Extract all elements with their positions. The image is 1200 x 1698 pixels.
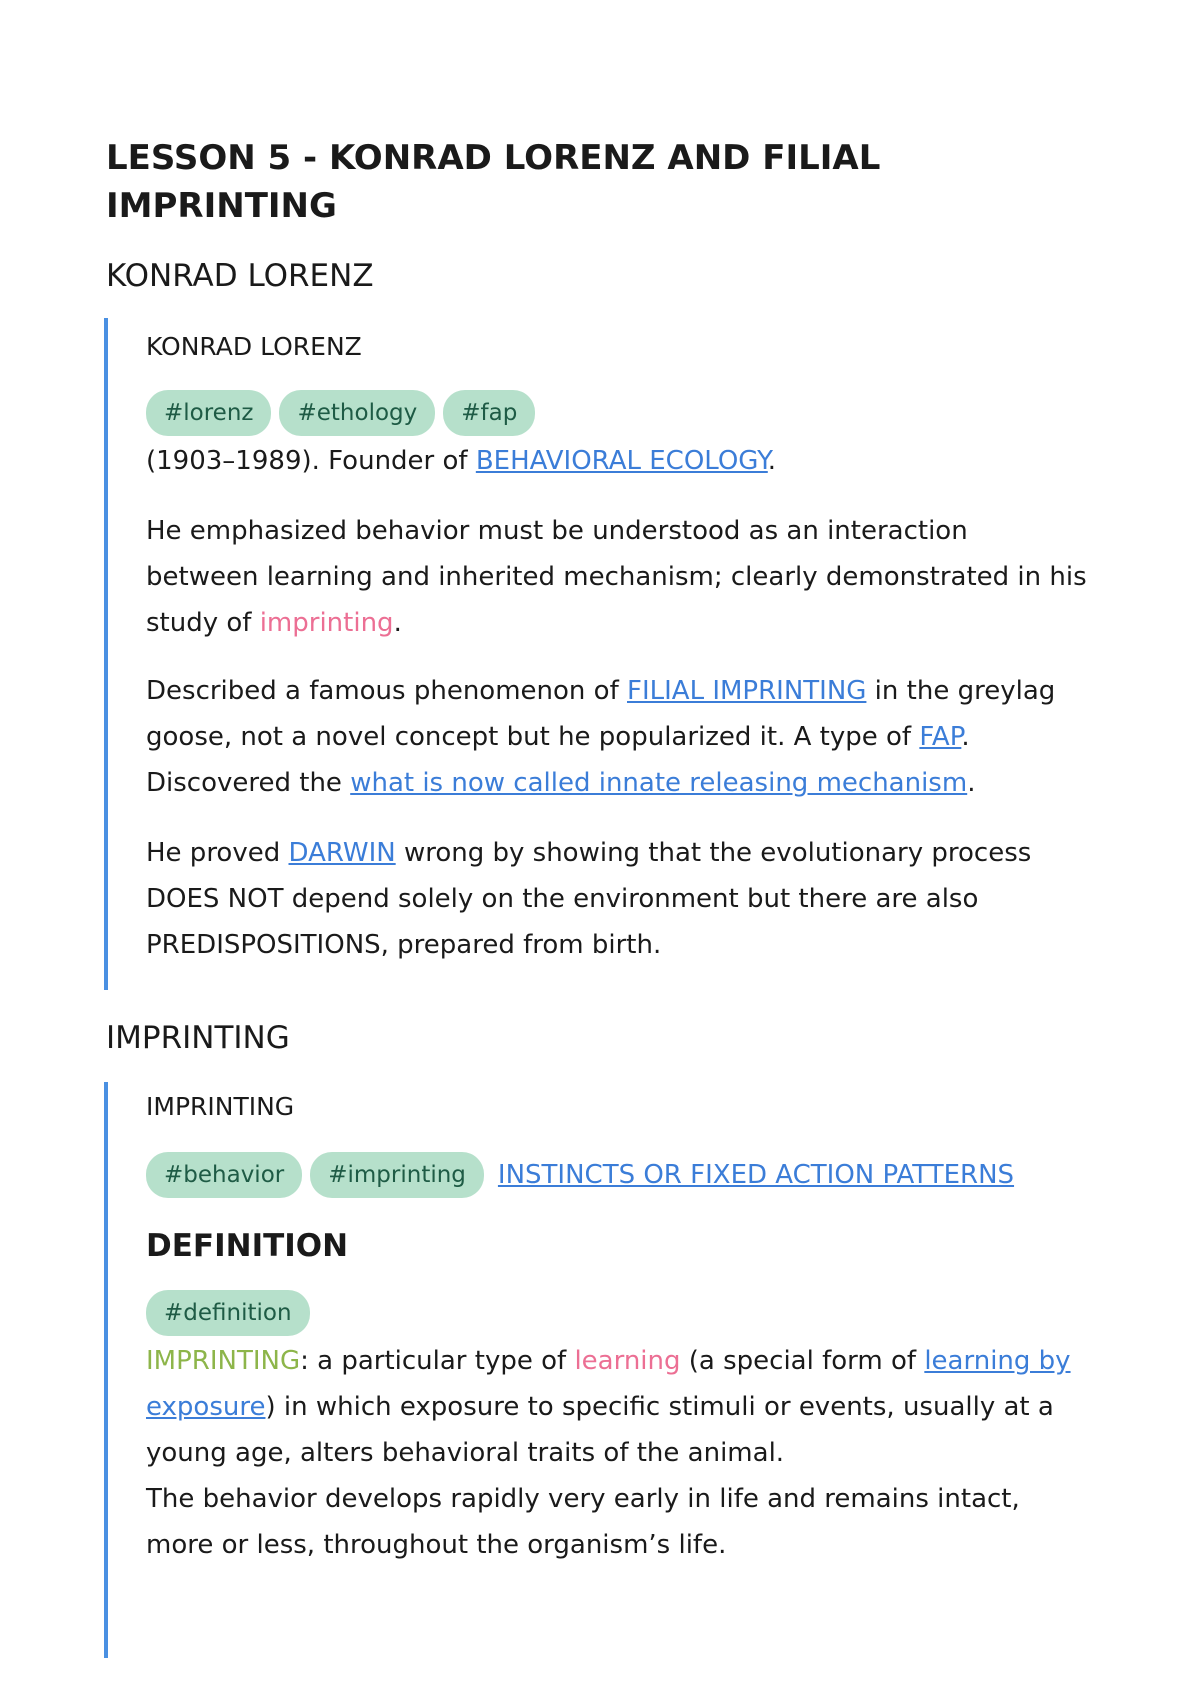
tag-row-lorenz <box>146 390 535 436</box>
link-fap[interactable]: FAP <box>919 722 962 752</box>
text-line <box>146 714 1055 760</box>
text: wrong by showing that the evolutionary process <box>395 838 1032 868</box>
paragraph-definition <box>146 1338 1071 1568</box>
text: Described a famous phenomenon of <box>146 676 627 706</box>
subheading-definition: DEFINITION <box>146 1228 349 1264</box>
section-heading-konrad-lorenz: KONRAD LORENZ <box>106 258 374 294</box>
text-line <box>146 668 1055 714</box>
text: . <box>967 768 976 798</box>
link-behavioral-ecology[interactable]: BEHAVIORAL ECOLOGY <box>475 446 768 476</box>
text: study of <box>146 608 260 638</box>
text: ) in which exposure to specific stimuli or events, usually at a <box>265 1392 1054 1422</box>
link-learning-by-exposure-cont[interactable]: exposure <box>146 1392 266 1422</box>
paragraph-founder <box>146 438 776 484</box>
card-label-imprinting: IMPRINTING <box>146 1092 295 1121</box>
text-line: DOES NOT depend solely on the environment but there are also <box>146 884 979 914</box>
text: . <box>767 446 777 476</box>
paragraph-filial-imprinting <box>146 668 1055 806</box>
link-innate-releasing-mechanism[interactable]: what is now called innate releasing mechanism <box>350 768 968 798</box>
highlight-learning: learning <box>574 1346 681 1376</box>
page-title-line-1: LESSON 5 - KONRAD LORENZ AND FILIAL <box>106 138 881 178</box>
tag-imprinting[interactable]: #imprinting <box>310 1152 484 1198</box>
tag-lorenz[interactable]: #lorenz <box>146 390 271 436</box>
tag-row-imprinting <box>146 1152 1014 1198</box>
text-line <box>146 1384 1071 1430</box>
text: (a special form of <box>680 1346 925 1376</box>
tag-behavior[interactable]: #behavior <box>146 1152 302 1198</box>
link-learning-by-exposure[interactable]: learning by <box>924 1346 1071 1376</box>
text: goose, not a novel concept but he popularized it. A type of <box>146 722 920 752</box>
text: He proved <box>146 838 289 868</box>
tag-ethology[interactable]: #ethology <box>279 390 435 436</box>
link-filial-imprinting[interactable]: FILIAL IMPRINTING <box>627 676 867 706</box>
callout-accent-bar <box>104 1082 108 1658</box>
term-imprinting: IMPRINTING <box>146 1346 301 1376</box>
page-title <box>106 134 880 230</box>
text-line: He emphasized behavior must be understood as an interaction <box>146 516 968 546</box>
tag-fap[interactable]: #fap <box>443 390 535 436</box>
text: (1903–1989). Founder of <box>146 446 476 476</box>
text: : a particular type of <box>300 1346 575 1376</box>
text-line <box>146 1338 1071 1384</box>
text-line: PREDISPOSITIONS, prepared from birth. <box>146 930 662 960</box>
text-line: young age, alters behavioral traits of the animal. <box>146 1438 785 1468</box>
text: . <box>961 722 970 752</box>
text-line: more or less, throughout the organism’s life. <box>146 1530 727 1560</box>
text-line: between learning and inherited mechanism; clearly demonstrated in his <box>146 562 1087 592</box>
text: Discovered the <box>146 768 351 798</box>
text-line <box>146 760 1055 806</box>
link-darwin[interactable]: DARWIN <box>288 838 396 868</box>
paragraph-interaction <box>146 508 1087 646</box>
text: in the greylag <box>866 676 1056 706</box>
highlight-imprinting: imprinting <box>259 608 394 638</box>
text: . <box>393 608 402 638</box>
callout-accent-bar <box>104 318 108 990</box>
section-heading-imprinting: IMPRINTING <box>106 1020 290 1056</box>
text-line: The behavior develops rapidly very early in life and remains intact, <box>146 1484 1020 1514</box>
card-label-konrad-lorenz: KONRAD LORENZ <box>146 332 362 361</box>
text-line <box>146 600 1087 646</box>
tag-definition[interactable]: #definition <box>146 1290 310 1336</box>
text-line <box>146 830 1031 876</box>
page-title-line-2: IMPRINTING <box>106 186 337 226</box>
link-instincts-fixed-action-patterns[interactable]: INSTINCTS OR FIXED ACTION PATTERNS <box>497 1160 1015 1190</box>
paragraph-darwin <box>146 830 1031 968</box>
tag-row-definition <box>146 1290 310 1336</box>
